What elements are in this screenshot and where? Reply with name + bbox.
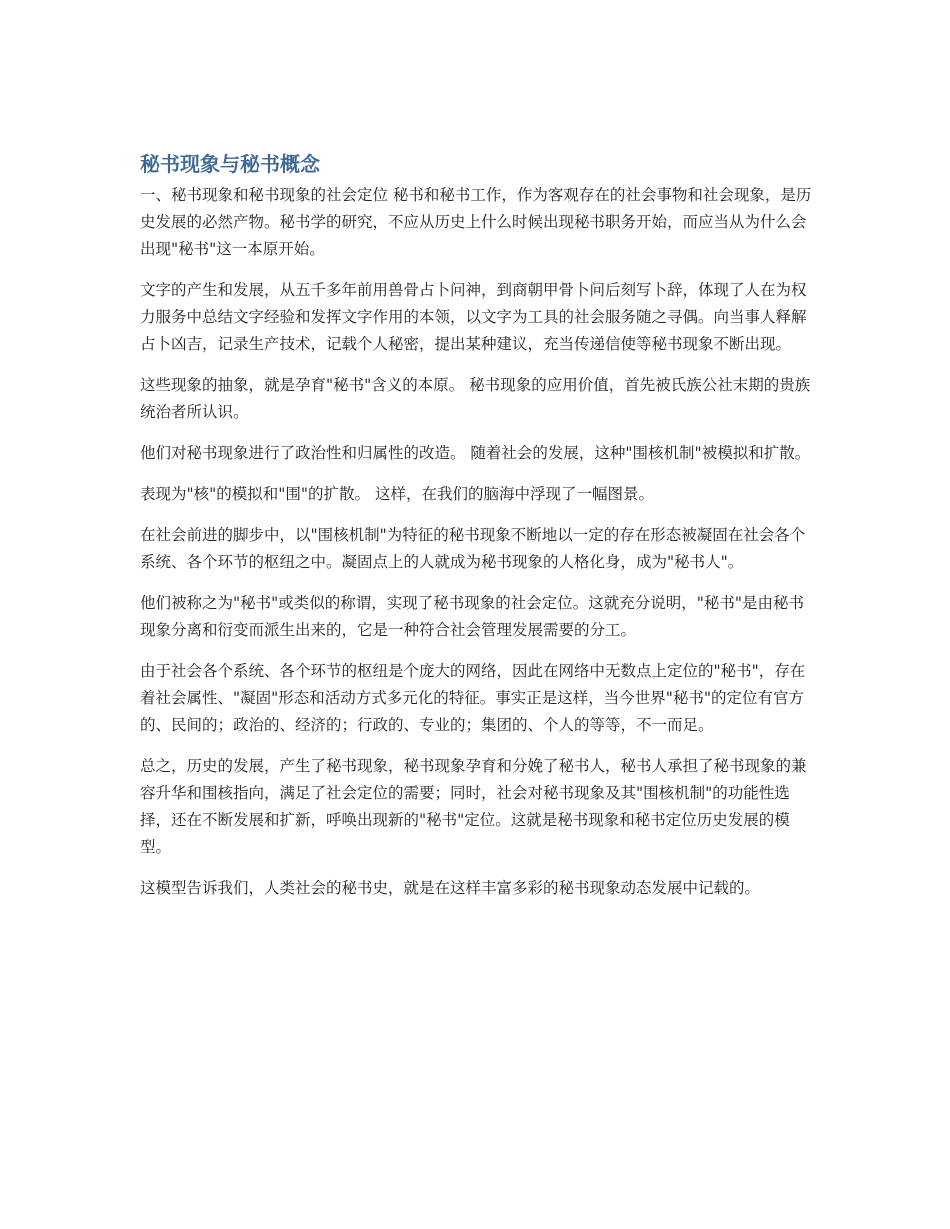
- paragraph: 这模型告诉我们，人类社会的秘书史，就是在这样丰富多彩的秘书现象动态发展中记载的。: [140, 879, 761, 897]
- paragraph: 他们被称之为"秘书"或类似的称谓，实现了秘书现象的社会定位。这就充分说明，"秘书"是由秘书现象分离和衍变而派生出来的，它是一种符合社会管理发展需要的分工。: [140, 594, 805, 639]
- paragraph: 表现为"核"的模拟和"围"的扩散。 这样，在我们的脑海中浮现了一幅图景。: [140, 485, 654, 503]
- document-title: 秘书现象与秘书概念: [140, 152, 320, 176]
- paragraph: 由于社会各个系统、各个环节的枢纽是个庞大的网络，因此在网络中无数点上定位的"秘书"，存在着社会属性、"凝固"形态和活动方式多元化的特征。事实正是这样，当今世界"秘书"的定位有官方的、民间的；政治的、经济的；行政的、专业的；集团的、个人的等等，不一而足。: [140, 662, 806, 734]
- paragraph: 一、秘书现象和秘书现象的社会定位 秘书和秘书工作，作为客观存在的社会事物和社会现象，是历史发展的必然产物。秘书学的研究，不应从历史上什么时候出现秘书职务开始，而应当从为什么会出现"秘书"这一本原开始。: [140, 186, 812, 258]
- paragraph: 在社会前进的脚步中，以"围核机制"为特征的秘书现象不断地以一定的存在形态被凝固在社会各个系统、各个环节的枢纽之中。凝固点上的人就成为秘书现象的人格化身，成为"秘书人"。: [140, 526, 806, 571]
- paragraph: 这些现象的抽象，就是孕育"秘书"含义的本原。 秘书现象的应用价值，首先被氏族公社末期的贵族统治者所认识。: [140, 376, 811, 421]
- paragraph: 总之，历史的发展，产生了秘书现象，秘书现象孕育和分娩了秘书人，秘书人承担了秘书现象的兼容升华和围核指向，满足了社会定位的需要；同时，社会对秘书现象及其"围核机制"的功能性选择，还在不断发展和扩新，呼唤出现新的"秘书"定位。这就是秘书现象和秘书定位历史发展的模型。: [140, 757, 807, 856]
- paragraph: 文字的产生和发展，从五千多年前用兽骨占卜问神，到商朝甲骨卜问后刻写卜辞，体现了人在为权力服务中总结文字经验和发挥文字作用的本领，以文字为工具的社会服务随之寻偶。向当事人释解占卜凶吉，记录生产技术，记载个人秘密，提出某种建议，充当传递信使等秘书现象不断出现。: [140, 281, 807, 353]
- document-page: [140, 150, 812, 916]
- paragraph: 他们对秘书现象进行了政治性和归属性的改造。 随着社会的发展，这种"围核机制"被模拟和扩散。: [140, 444, 811, 462]
